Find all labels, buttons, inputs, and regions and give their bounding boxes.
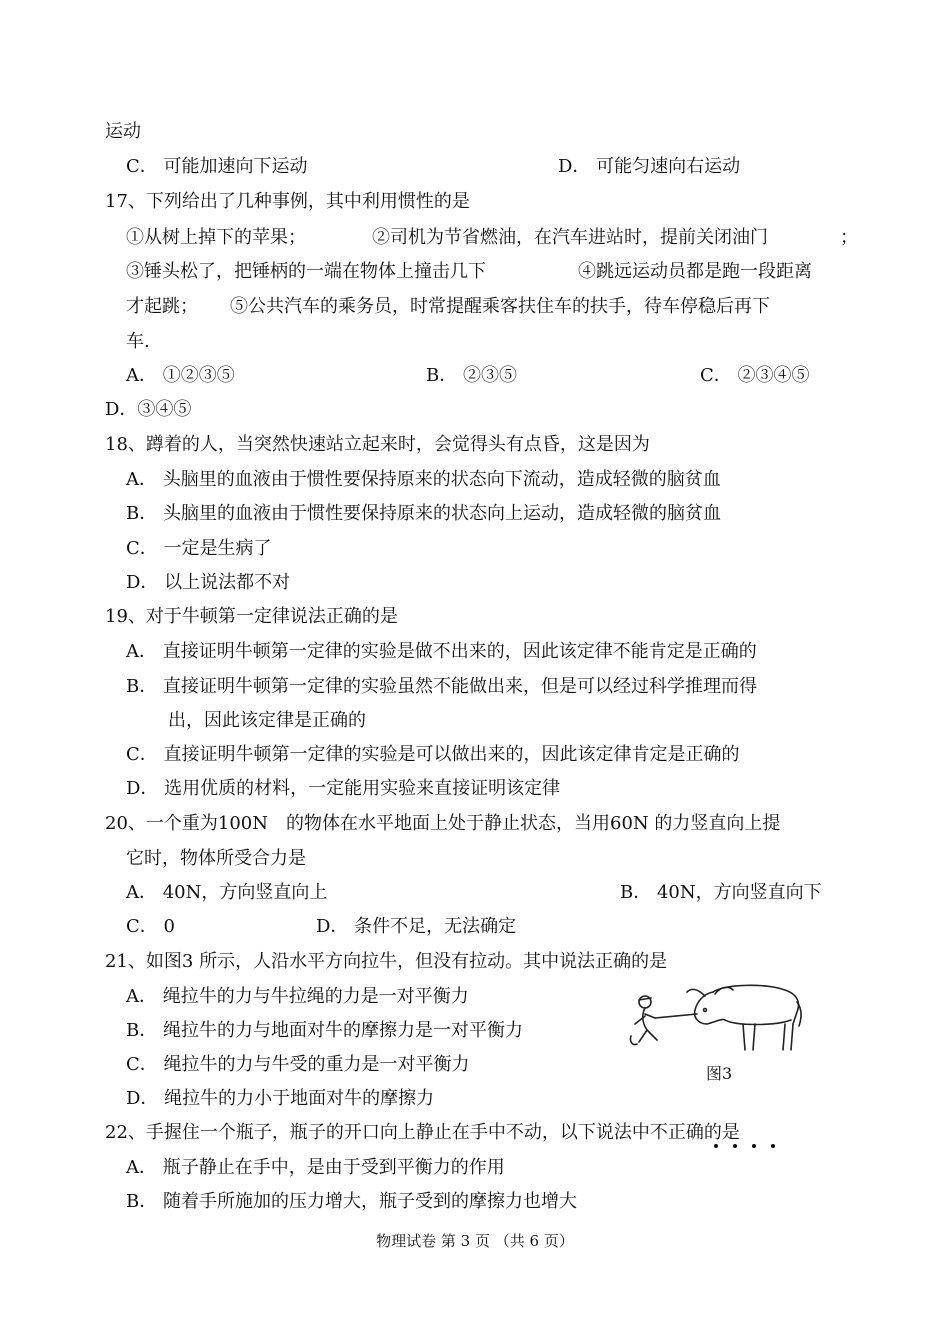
option-b: B． ②③⑤ <box>426 365 517 386</box>
question-22: 22、手握住一个瓶子，瓶子的开口向上静止在手中不动，以下说法中不正确的是 <box>105 1122 740 1143</box>
question-20-continued: 它时，物体所受合力是 <box>126 848 306 869</box>
emphasis-dot <box>733 1144 737 1148</box>
option-d: D． 可能匀速向右运动 <box>558 156 741 177</box>
option-b-continued: 出，因此该定律是正确的 <box>168 710 366 731</box>
text-line: ①从树上掉下的苹果； <box>126 227 306 248</box>
emphasis-dot <box>714 1144 718 1148</box>
option-c: C． 绳拉牛的力与牛受的重力是一对平衡力 <box>126 1054 470 1075</box>
option-c: C． ②③④⑤ <box>700 365 810 386</box>
option-d: D．③④⑤ <box>105 399 192 420</box>
option-a: A． ①②③⑤ <box>126 365 235 386</box>
option-b: B． 直接证明牛顿第一定律的实验虽然不能做出来，但是可以经过科学推理而得 <box>126 676 757 697</box>
text-line: 车. <box>126 331 150 352</box>
option-a: A． 直接证明牛顿第一定律的实验是做不出来的，因此该定律不能肯定是正确的 <box>126 641 757 662</box>
text-line: ③锤头松了，把锤柄的一端在物体上撞击几下 <box>126 261 486 282</box>
emphasis-dot <box>752 1144 756 1148</box>
text-line: ； <box>840 227 858 248</box>
option-c: C． 直接证明牛顿第一定律的实验是可以做出来的，因此该定律肯定是正确的 <box>126 744 740 765</box>
page-footer: 物理试卷 第 3 页 （共 6 页） <box>376 1232 574 1250</box>
text-line: 才起跳； <box>126 296 198 317</box>
option-a: A． 40N，方向竖直向上 <box>126 882 328 903</box>
question-21: 21、如图3 所示，人沿水平方向拉牛，但没有拉动。其中说法正确的是 <box>105 951 668 972</box>
text-line: ②司机为节省燃油，在汽车进站时，提前关闭油门 <box>372 227 768 248</box>
option-d: D． 绳拉牛的力小于地面对牛的摩擦力 <box>126 1088 435 1109</box>
question-18: 18、蹲着的人，当突然快速站立起来时，会觉得头有点昏，这是因为 <box>105 434 650 455</box>
option-b: B． 40N，方向竖直向下 <box>620 882 822 903</box>
option-b: B． 头脑里的血液由于惯性要保持原来的状态向上运动，造成轻微的脑贫血 <box>126 503 721 524</box>
question-20: 20、一个重为100N 的物体在水平地面上处于静止状态，当用60N 的力竖直向上提 <box>105 813 781 834</box>
question-19: 19、对于牛顿第一定律说法正确的是 <box>105 606 398 627</box>
option-a: A． 绳拉牛的力与牛拉绳的力是一对平衡力 <box>126 986 469 1007</box>
text-line: ④跳远运动员都是跑一段距离 <box>578 261 812 282</box>
option-b: B． 随着手所施加的压力增大，瓶子受到的摩擦力也增大 <box>126 1191 577 1212</box>
option-b: B． 绳拉牛的力与地面对牛的摩擦力是一对平衡力 <box>126 1020 523 1041</box>
text-line: 运动 <box>105 121 141 142</box>
option-d: D． 选用优质的材料，一定能用实验来直接证明该定律 <box>126 778 561 799</box>
option-d: D． 以上说法都不对 <box>126 572 291 593</box>
option-a: A． 头脑里的血液由于惯性要保持原来的状态向下流动，造成轻微的脑贫血 <box>126 469 721 490</box>
person-pulling-cow-illustration <box>625 980 805 1060</box>
option-c: C． 0 <box>126 916 175 937</box>
option-a: A． 瓶子静止在手中，是由于受到平衡力的作用 <box>126 1157 505 1178</box>
emphasis-dot <box>771 1144 775 1148</box>
figure-caption: 图3 <box>706 1064 733 1083</box>
text-line: ⑤公共汽车的乘务员，时常提醒乘客扶住车的扶手，待车停稳后再下 <box>230 296 770 317</box>
option-c: C． 一定是生病了 <box>126 538 272 559</box>
option-c: C． 可能加速向下运动 <box>126 156 308 177</box>
question-17: 17、下列给出了几种事例，其中利用惯性的是 <box>105 191 470 212</box>
option-d: D． 条件不足，无法确定 <box>316 916 517 937</box>
